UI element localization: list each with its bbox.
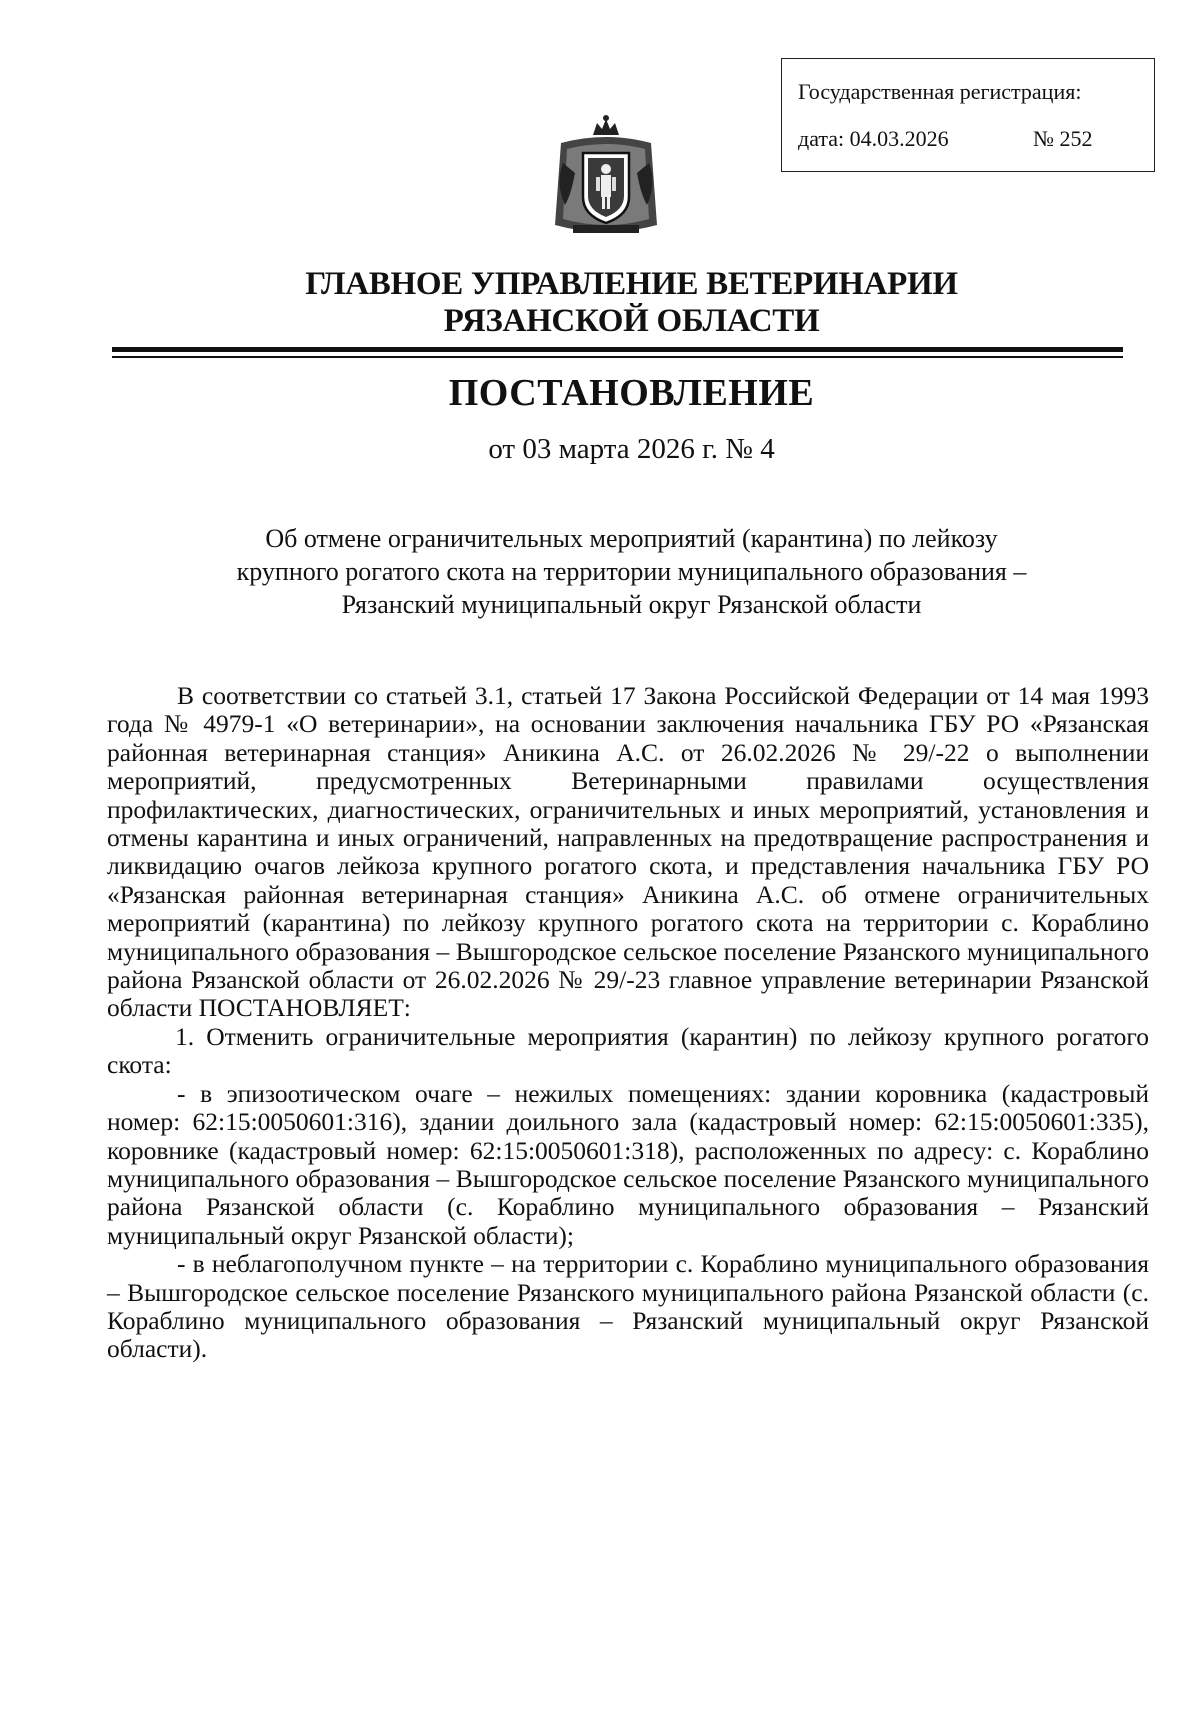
registration-date: дата: 04.03.2026: [798, 126, 949, 151]
registration-number: № 252: [1033, 126, 1093, 151]
item-1a-paragraph: - в эпизоотическом очаге – нежилых помещениях: здании коровника (кадастровый номер: 62:15:0050601:316), здании доильного зала (кадастровый номер: 62:15:0050601:335), коровнике (кадастровый номер: 62:15:0050601:318), расположенных по адресу: с. Кораблино муниципального образования – Вышгородское сельское поселение Рязанского муниципального района Рязанской области (с. Кораблино муниципального образования – Рязанский муниципальный округ Рязанской области);: [107, 1078, 1149, 1250]
document-body: [107, 682, 1149, 1364]
item-1b-paragraph: - в неблагополучном пункте – на территории с. Кораблино муниципального образования – Вышгородское сельское поселение Рязанского муниципального района Рязанской области (с. Кораблино муниципального образования – Рязанский муниципальный округ Рязанской области).: [107, 1249, 1149, 1364]
document-subject: [150, 522, 1113, 621]
ryazan-coat-of-arms-icon: [541, 113, 671, 243]
document-type: ПОСТАНОВЛЕНИЕ: [448, 372, 815, 414]
header-divider-thin: [112, 356, 1123, 358]
subject-line3: Рязанский муниципальный округ Рязанской области: [341, 590, 922, 619]
registration-stamp: [781, 58, 1155, 172]
organization-name-line2: РЯЗАНСКОЙ ОБЛАСТИ: [443, 303, 820, 339]
preamble-paragraph: В соответствии со статьей 3.1, статьей 17 Закона Российской Федерации от 14 мая 1993 года № 4979-1 «О ветеринарии», на основании заключения начальника ГБУ РО «Рязанская районная ветеринарная станция» Аникина А.С. от 26.02.2026 № 29/-22 о выполнении мероприятий, предусмотренных Ветеринарными правилами осуществления профилактических, диагностических, ограничительных и иных мероприятий, установления и отмены карантина и иных ограничений, направленных на предотвращение распространения и ликвидацию очагов лейкоза крупного рогатого скота, и представления начальника ГБУ РО «Рязанская районная ветеринарная станция» Аникина А.С. об отмене ограничительных мероприятий (карантина) по лейкозу крупного рогатого скота на территории с. Кораблино муниципального образования – Вышгородское сельское поселение Рязанского муниципального района Рязанской области от 26.02.2026 № 29/-23 главное управление ветеринарии Рязанской области ПОСТАНОВЛЯЕТ:: [107, 681, 1149, 1023]
item-1-paragraph: 1. Отменить ограничительные мероприятия (карантин) по лейкозу крупного рогатого скота:: [107, 1021, 1149, 1080]
subject-line1: Об отмене ограничительных мероприятий (карантина) по лейкозу: [265, 524, 998, 553]
subject-line2: крупного рогатого скота на территории муниципального образования –: [236, 557, 1027, 586]
organization-name-line1: ГЛАВНОЕ УПРАВЛЕНИЕ ВЕТЕРИНАРИИ: [305, 266, 958, 302]
document-date-number: от 03 марта 2026 г. № 4: [488, 433, 775, 465]
header-divider-thick: [112, 347, 1123, 352]
registration-title: Государственная регистрация:: [798, 79, 1082, 104]
organization-name: [0, 266, 1200, 340]
